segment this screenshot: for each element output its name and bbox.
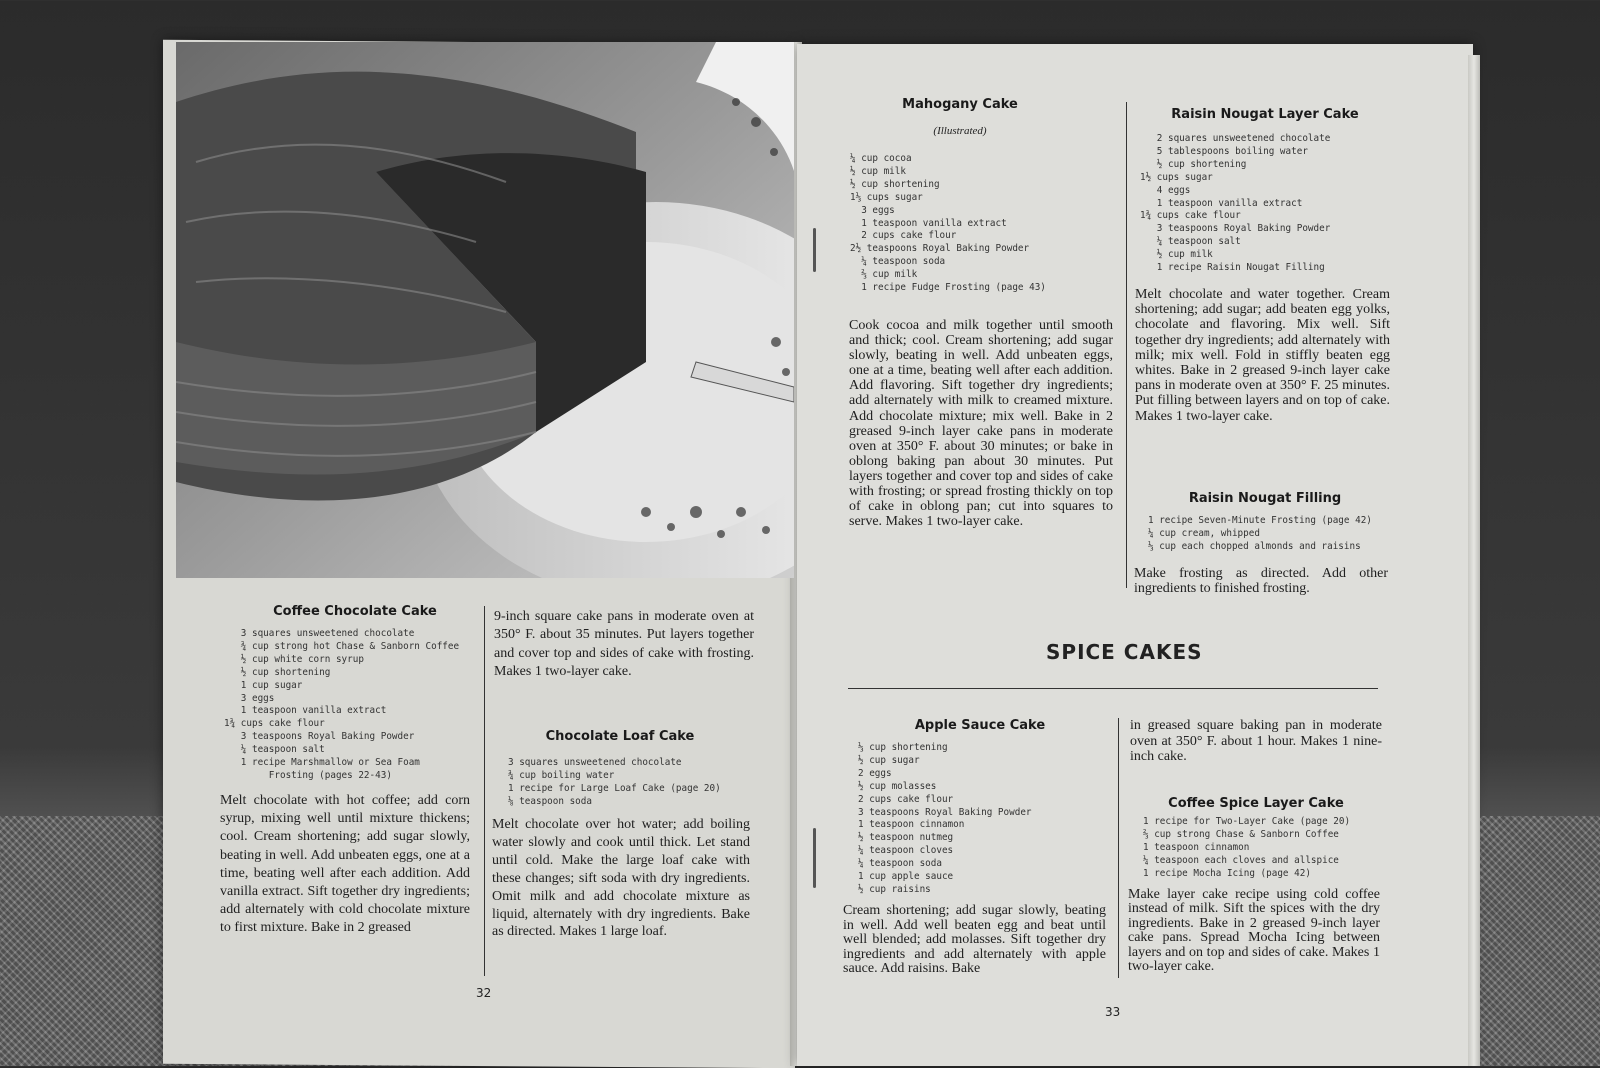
ingredient: ½ cup white corn syrup [224,653,364,665]
ingredient: ½ cup raisins [858,883,931,895]
ingredient: 4 eggs [1140,184,1191,196]
ingredient: 1¾ cups cake flour [1140,210,1241,222]
ingredient: 2 eggs [858,767,892,779]
staple-top [813,228,816,272]
directions-chocolate-loaf-cake: Melt chocolate over hot water; add boiling water slowly and cook until thick. Let stand until cold. Make the large loaf cake with these changes; sift soda with dry ingredients. Omit milk and add chocolate mixture as liquid, alternately with dry ingredients. Bake as directed. Makes 1 large loaf. [492,817,750,940]
page-edges [1468,55,1480,1066]
ingredient: ¼ teaspoon each cloves and allspice [1143,854,1339,866]
ingredient: ½ cup milk [1140,249,1213,261]
ingredients-mahogany-cake [850,153,1090,295]
ingredient: 1 recipe for Large Loaf Cake (page 20) [508,782,721,794]
ingredient: ⅓ cup shortening [858,742,948,753]
directions-coffee-chocolate-cake-cont: 9-inch square cake pans in moderate oven at 350° F. about 35 minutes. Put layers together and cover top and sides of cake with frosting. Makes 1 two-layer cake. [494,609,754,680]
recipe-title-mahogany-cake: Mahogany Cake [902,97,1018,112]
ingredient: 1 recipe Fudge Frosting (page 43) [850,282,1046,294]
cake-photo [176,42,794,578]
ingredient: ⅛ teaspoon soda [508,795,592,807]
ingredient: 3 teaspoons Royal Baking Powder [224,731,415,743]
ingredient: 2 squares unsweetened chocolate [1140,133,1331,144]
recipe-title-coffee-spice-layer-cake: Coffee Spice Layer Cake [1168,796,1344,811]
ingredient: ¾ cup boiling water [508,769,615,781]
column-divider [1126,102,1127,588]
ingredients-chocolate-loaf-cake [508,757,758,809]
ingredient: ⅓ cup each chopped almonds and raisins [1148,540,1361,552]
ingredient: 1 teaspoon cinnamon [858,819,965,831]
ingredient: 1 recipe Mocha Icing (page 42) [1143,867,1311,879]
directions-apple-sauce-cake: Cream shortening; add sugar slowly, beating in well. Add well beaten egg and beat until well blended; add molasses. Sift together dry ingredients and add alternately with apple sauce. Add raisins. Bake [843,903,1106,977]
recipe-title-apple-sauce-cake: Apple Sauce Cake [914,718,1046,733]
ingredient: 1 recipe Raisin Nougat Filling [1140,262,1325,274]
column-divider [484,606,485,976]
ingredient: 1⅓ cups sugar [850,191,923,203]
ingredient: ¾ cup strong hot Chase & Sanborn Coffee [224,640,460,652]
ingredient: ¼ teaspoon salt [1140,236,1241,248]
ingredient: ½ cup shortening [850,178,940,190]
ingredient: ½ cup molasses [858,780,937,792]
section-rule [848,688,1378,689]
ingredient: 2½ teaspoons Royal Baking Powder [850,243,1030,255]
ingredient: 3 eggs [224,692,275,704]
ingredient: 2 cups cake flour [858,793,954,805]
directions-raisin-nougat-filling: Make frosting as directed. Add other ingredients to finished frosting. [1134,566,1388,596]
ingredient: 1½ cups sugar [1140,171,1213,183]
ingredient: 2 cups cake flour [850,230,957,242]
ingredient: ¼ cup cocoa [850,153,912,164]
directions-coffee-spice-layer-cake: Make layer cake recipe using cold coffee instead of milk. Sift the spices with the dry ingredients. Bake in 2 greased 9-inch layer cake pans. Spread Mocha Icing between layers and on top and sides of cake. Makes 1 two-layer cake. [1128,887,1380,975]
ingredient: 1 teaspoon cinnamon [1143,841,1250,853]
ingredient: 1 teaspoon vanilla extract [850,217,1007,229]
ingredients-apple-sauce-cake [858,742,1108,897]
ingredient: 1 recipe Marshmallow or Sea Foam [224,757,420,769]
ingredient: Frosting (pages 22-43) [224,769,392,781]
directions-mahogany-cake: Cook cocoa and milk together until smooth and thick; cool. Cream shortening; add sugar slowly, beating in well. Add unbeaten eggs, one at a time, beating well after each addition. Add flavoring. Sift together dry ingredients; add alternately with milk to creamed mixture. Add chocolate mixture; mix well. Bake in 2 greased 9-inch layer cake pans in moderate oven at 350° F. about 30 minutes; or bake in oblong baking pan about 30 minutes. Put layers together and cover top and sides of cake with frosting; or spread frosting thickly on top of cake in oblong pan; cut into squares to serve. Makes 1 two-layer cake. [849,318,1113,530]
ingredient: ⅔ cup milk [850,269,918,281]
ingredient: ¼ teaspoon soda [850,256,946,268]
directions-raisin-nougat-layer-cake: Melt chocolate and water together. Cream shortening; add sugar; add beaten egg yolks, chocolate and flavoring. Mix well. Sift together dry ingredients; add alternately with milk; mix well. Fold in stiffly beaten egg whites. Bake in 2 greased 9-inch layer cake pans in moderate oven at 350° F. 25 minutes. Put filling between layers and on top of cake. Makes 1 two-layer cake. [1135,287,1390,424]
ingredient: 1 recipe Seven-Minute Frosting (page 42) [1148,515,1372,526]
ingredient: ¼ cup cream, whipped [1148,527,1260,539]
directions-apple-sauce-cake-cont: in greased square baking pan in moderate oven at 350° F. about 1 hour. Makes 1 nine-inch cake. [1130,718,1382,764]
ingredient: 1 teaspoon vanilla extract [1140,197,1303,209]
ingredient: ¼ teaspoon cloves [858,845,954,857]
staple-bottom [813,828,816,888]
recipe-title-raisin-nougat-filling: Raisin Nougat Filling [1188,491,1342,506]
recipe-title-raisin-nougat-layer-cake: Raisin Nougat Layer Cake [1171,107,1359,122]
ingredient: 3 teaspoons Royal Baking Powder [858,806,1032,818]
ingredient: 1 recipe for Two-Layer Cake (page 20) [1143,816,1351,827]
ingredients-coffee-spice-layer-cake [1143,816,1393,881]
ingredients-raisin-nougat-layer-cake [1140,133,1390,275]
ingredient: 1¾ cups cake flour [224,718,325,730]
ingredient: 3 squares unsweetened chocolate [508,757,682,768]
ingredients-coffee-chocolate-cake [224,628,479,783]
ingredient: ⅔ cup strong Chase & Sanborn Coffee [1143,828,1339,840]
directions-coffee-chocolate-cake: Melt chocolate with hot coffee; add corn syrup, mixing well until mixture thickens; cool. Cream shortening; add sugar slowly, beating in well. Add unbeaten eggs, one at a time, beating well after each addition. Add vanilla extract. Sift together dry ingredients; add alternately with cold chocolate mixture to first mixture. Bake in 2 greased [220,793,470,936]
ingredient: 3 eggs [850,204,895,216]
ingredient: ½ cup shortening [224,666,331,678]
ingredient: 1 teaspoon vanilla extract [224,705,387,717]
ingredient: 5 tablespoons boiling water [1140,145,1308,157]
ingredient: ½ cup milk [850,165,906,177]
ingredient: ½ teaspoon nutmeg [858,832,954,844]
ingredient: ¼ teaspoon soda [858,858,942,870]
page-number-left: 32 [476,986,492,1000]
recipe-subtitle-illustrated: (Illustrated) [933,125,987,137]
section-title-spice-cakes: SPICE CAKES [1046,640,1203,664]
recipe-title-coffee-chocolate-cake: Coffee Chocolate Cake [273,604,437,619]
ingredient: ¼ teaspoon salt [224,744,325,756]
ingredient: 1 cup sugar [224,679,303,691]
ingredient: 3 squares unsweetened chocolate [224,628,415,639]
page-number-right: 33 [1105,1005,1121,1019]
ingredient: ½ cup shortening [1140,158,1247,170]
ingredient: 3 teaspoons Royal Baking Powder [1140,223,1331,235]
column-divider [1118,718,1119,978]
ingredients-raisin-nougat-filling [1148,515,1398,554]
ingredient: ½ cup sugar [858,754,920,766]
ingredient: 1 cup apple sauce [858,871,954,883]
recipe-title-chocolate-loaf-cake: Chocolate Loaf Cake [545,729,695,744]
